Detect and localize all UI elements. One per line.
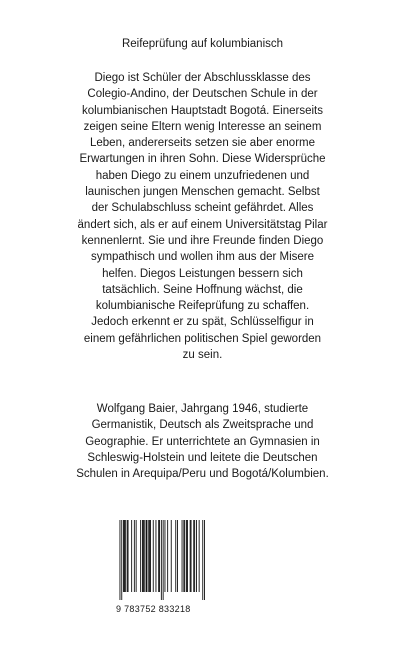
synopsis-line: launischen jungen Menschen gemacht. Selbst <box>85 186 320 199</box>
barcode-bar <box>182 520 183 592</box>
book-title: Reifeprüfung auf kolumbianisch <box>121 38 284 50</box>
synopsis-line: haben Diego zu einem unzufriedenen und <box>95 169 310 182</box>
barcode-bar <box>199 520 200 592</box>
barcode-bar <box>125 520 126 592</box>
barcode-bar <box>186 520 187 592</box>
barcode-bar <box>131 520 132 592</box>
barcode-bar <box>153 520 154 592</box>
barcode-bar <box>191 520 192 592</box>
synopsis-line: tatsächlich. Seine Hoffnung wächst, die <box>102 283 303 296</box>
barcode-bar <box>148 520 149 592</box>
synopsis-line: der Schulabschluss scheint gefährdet. Alles <box>91 202 314 215</box>
barcode-bar <box>159 520 160 592</box>
author-bio-line: Wolfgang Baier, Jahrgang 1946, studierte <box>96 403 309 415</box>
barcode-bar <box>167 520 168 592</box>
barcode-bar <box>193 520 194 592</box>
barcode-bar <box>140 520 141 592</box>
synopsis-line: kennenlernt. Sie und ihre Freunde finden Diego <box>81 234 324 247</box>
barcode-bar <box>146 520 147 592</box>
barcode-bar <box>134 520 135 592</box>
barcode-bar <box>121 520 122 600</box>
barcode-bar <box>202 520 203 600</box>
isbn-number: 9 783752 833218 <box>116 604 191 614</box>
barcode-bar <box>175 520 176 592</box>
synopsis-line: Colegio-Andino, der Deutschen Schule in der <box>87 88 318 101</box>
barcode-bar <box>204 520 205 600</box>
synopsis-line: zu sein. <box>182 349 223 362</box>
barcode-bar <box>150 520 151 592</box>
barcode-bar <box>147 520 148 592</box>
synopsis-line: Erwartungen in ihren Sohn. Diese Widersprüche <box>79 153 326 166</box>
barcode-bar <box>136 520 137 592</box>
synopsis-line: helfen. Diegos Leistungen bessern sich <box>102 267 303 280</box>
barcode-bar <box>120 520 121 600</box>
barcode-bar <box>165 520 166 592</box>
barcode-bar <box>196 520 197 592</box>
barcode-bar <box>177 520 178 592</box>
barcode-bar <box>128 520 129 592</box>
barcode-bar <box>190 520 191 592</box>
barcode-bar <box>124 520 125 592</box>
barcode-bar <box>142 520 143 592</box>
barcode-bar <box>149 520 150 592</box>
barcode-bar <box>156 520 157 592</box>
barcode-bar <box>171 520 172 592</box>
synopsis-line: ändert sich, als er auf einem Universitätstag Pilar <box>77 218 328 231</box>
isbn-barcode <box>116 520 210 614</box>
synopsis <box>60 70 345 363</box>
author-bio-line: Geographie. Er unterrichtete an Gymnasien in <box>85 435 320 448</box>
barcode-bar <box>158 520 159 592</box>
barcode-bar <box>161 520 162 600</box>
barcode-bar <box>127 520 128 592</box>
author-bio <box>40 401 365 482</box>
synopsis-line: Jedoch erkennt er zu spät, Schlüsselfigur in <box>91 316 314 329</box>
author-bio-line: Germanistik, Deutsch als Zweitsprache und <box>91 419 314 432</box>
barcode-bar <box>143 520 144 592</box>
barcode-bar <box>163 520 164 600</box>
barcode-bars <box>116 520 210 602</box>
synopsis-line: Leben, andererseits setzen sie aber enorme <box>89 137 316 150</box>
barcode-bar <box>123 520 124 592</box>
barcode-bar <box>194 520 195 592</box>
barcode-bar <box>187 520 188 592</box>
synopsis-line: Diego ist Schüler der Abschlussklasse des <box>94 72 311 84</box>
synopsis-line: kolumbianische Reifeprüfung zu schaffen. <box>95 300 310 313</box>
author-bio-line: Schulen in Arequipa/Peru und Bogotá/Kolumbien. <box>76 468 329 481</box>
barcode-bar <box>144 520 145 592</box>
barcode-bar <box>184 520 185 592</box>
synopsis-line: einem gefährlichen politischen Spiel geworden <box>83 332 322 345</box>
author-bio-line: Schleswig-Holstein und leitete die Deutschen <box>87 451 318 464</box>
synopsis-line: zeigen seine Eltern wenig Interesse an seinem <box>83 120 322 133</box>
synopsis-line: sympathisch und wollen ihm aus der Misere <box>90 251 315 264</box>
barcode-bar <box>183 520 184 592</box>
synopsis-line: kolumbianischen Hauptstadt Bogotá. Einerseits <box>81 104 323 117</box>
